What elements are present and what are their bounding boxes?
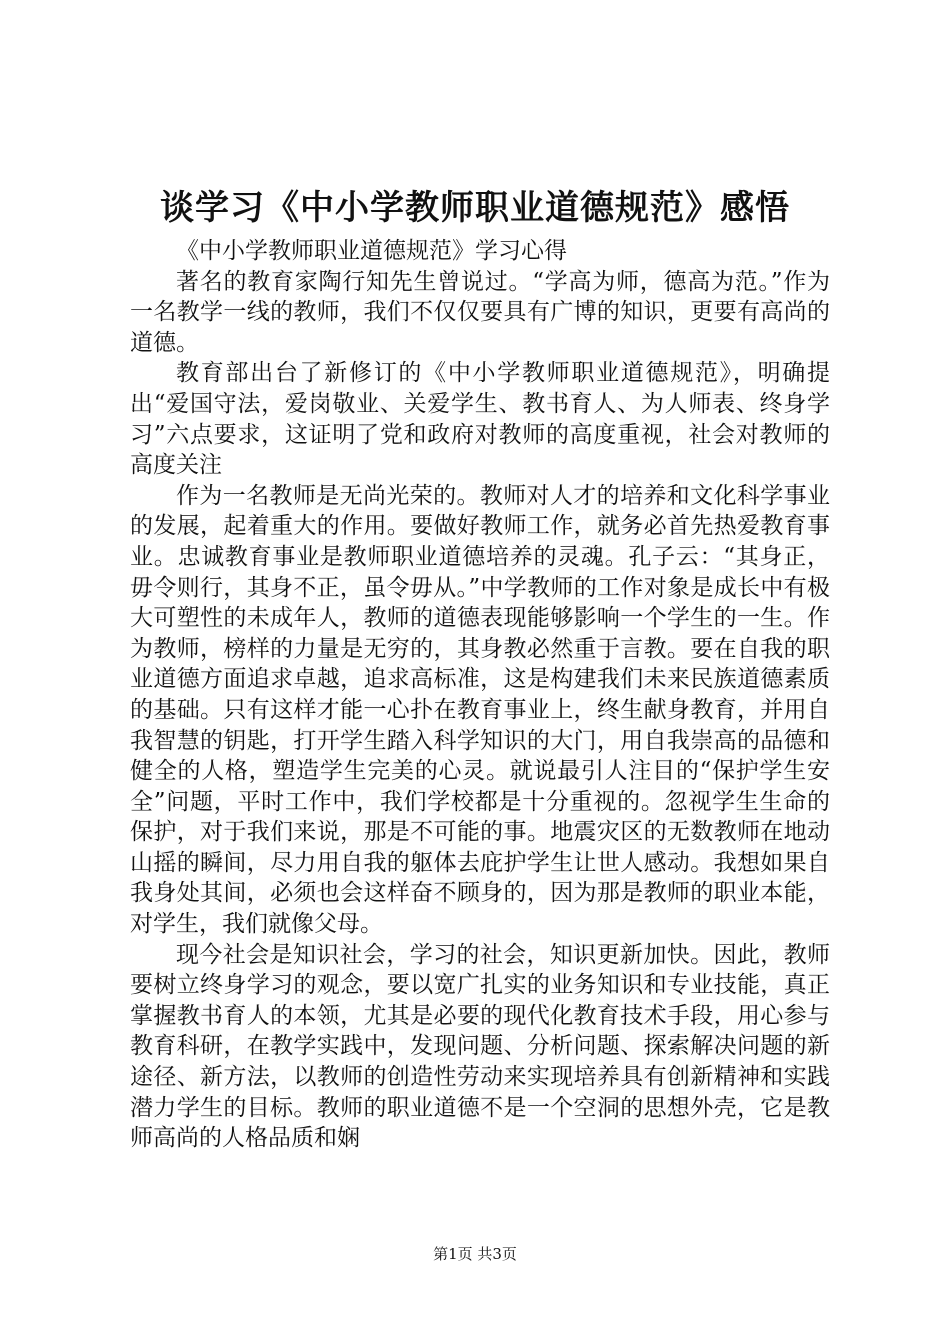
body-paragraph: 现今社会是知识社会，学习的社会，知识更新加快。因此，教师要树立终身学习的观念，要以宽广扎实的业务知识和专业技能，真正掌握教书育人的本领，尤其是必要的现代化教育技术手段，用心参与教育科研，在教学实践中，发现问题、分析问题、探索解决问题的新途径、新方法，以教师的创造性劳动来实现培养具有创新精神和实践潜力学生的目标。教师的职业道德不是一个空洞的思想外壳，它是教师高尚的人格品质和娴 bbox=[130, 941, 830, 1152]
document-title: 谈学习《中小学教师职业道德规范》感悟 bbox=[160, 188, 790, 228]
body-paragraph: 教育部出台了新修订的《中小学教师职业道德规范》，明确提出“爱国守法，爱岗敬业、关爱学生、教书育人、为人师表、终身学习”六点要求，这证明了党和政府对教师的高度重视，社会对教师的高度关注 bbox=[130, 360, 830, 479]
subtitle-paragraph: 《中小学教师职业道德规范》学习心得 bbox=[176, 238, 567, 264]
body-paragraph: 作为一名教师是无尚光荣的。教师对人才的培养和文化科学事业的发展，起着重大的作用。要做好教师工作，就务必首先热爱教育事业。忠诚教育事业是教师职业道德培养的灵魂。孔子云：“其身正，毋令则行，其身不正，虽令毋从。”中学教师的工作对象是成长中有极大可塑性的未成年人，教师的道德表现能够影响一个学生的一生。作为教师，榜样的力量是无穷的，其身教必然重于言教。要在自我的职业道德方面追求卓越，追求高标准，这是构建我们未来民族道德素质的基础。只有这样才能一心扑在教育事业上，终生献身教育，并用自我智慧的钥匙，打开学生踏入科学知识的大门，用自我崇高的品德和健全的人格，塑造学生完美的心灵。就说最引人注目的“保护学生安全”问题，平时工作中，我们学校都是十分重视的。忽视学生生命的保护，对于我们来说，那是不可能的事。地震灾区的无数教师在地动山摇的瞬间，尽力用自我的躯体去庇护学生让世人感动。我想如果自我身处其间，必须也会这样奋不顾身的，因为那是教师的职业本能，对学生，我们就像父母。 bbox=[130, 482, 830, 938]
body-paragraph: 著名的教育家陶行知先生曾说过。“学高为师，德高为范。”作为一名教学一线的教师，我们不仅仅要具有广博的知识，更要有高尚的道德。 bbox=[130, 268, 830, 356]
document-body bbox=[130, 236, 830, 1154]
page-number-footer: 第1页 共3页 bbox=[433, 1245, 517, 1263]
